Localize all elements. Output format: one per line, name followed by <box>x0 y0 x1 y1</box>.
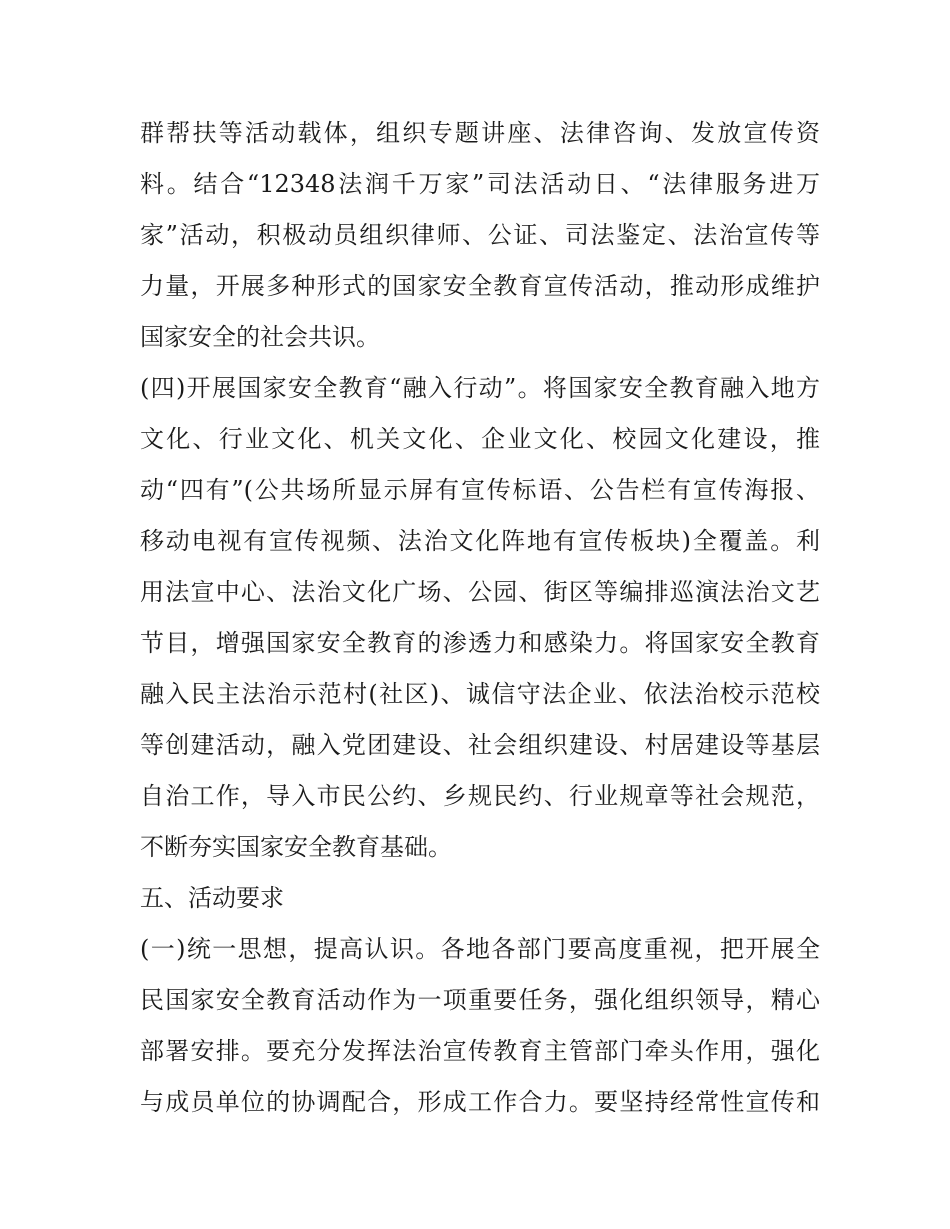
text-line: 动“四有”(公共场所显示屏有宣传标语、公告栏有宣传海报、 <box>140 476 820 504</box>
text-line: 融入民主法治示范村(社区)、诚信守法企业、依法治校示范校 <box>140 680 820 708</box>
section-heading: 五、活动要求 <box>140 884 284 912</box>
text-line: 节目，增强国家安全教育的渗透力和感染力。将国家安全教育 <box>140 629 820 657</box>
text-line: 料。结合“12348法润千万家”司法活动日、“法律服务进万 <box>140 170 820 198</box>
text-line: 不断夯实国家安全教育基础。 <box>140 833 452 861</box>
document-body <box>140 108 820 1128</box>
text-line: 移动电视有宣传视频、法治文化阵地有宣传板块)全覆盖。利 <box>140 527 820 555</box>
text-line: 群帮扶等活动载体，组织专题讲座、法律咨询、发放宣传资 <box>140 119 820 147</box>
text-line: 等创建活动，融入党团建设、社会组织建设、村居建设等基层 <box>140 731 820 759</box>
text-line: 家”活动，积极动员组织律师、公证、司法鉴定、法治宣传等 <box>140 221 820 249</box>
text-line: 文化、行业文化、机关文化、企业文化、校园文化建设，推 <box>140 425 820 453</box>
text-line: 力量，开展多种形式的国家安全教育宣传活动，推动形成维护 <box>140 272 820 300</box>
text-line: 国家安全的社会共识。 <box>140 323 380 351</box>
text-line: (四)开展国家安全教育“融入行动”。将国家安全教育融入地方 <box>140 374 820 402</box>
text-line: (一)统一思想，提高认识。各地各部门要高度重视，把开展全 <box>140 935 820 963</box>
text-line: 用法宣中心、法治文化广场、公园、街区等编排巡演法治文艺 <box>140 578 820 606</box>
text-line: 民国家安全教育活动作为一项重要任务，强化组织领导，精心 <box>140 986 820 1014</box>
text-line: 与成员单位的协调配合，形成工作合力。要坚持经常性宣传和 <box>140 1088 820 1116</box>
text-line: 自治工作，导入市民公约、乡规民约、行业规章等社会规范， <box>140 782 820 810</box>
text-line: 部署安排。要充分发挥法治宣传教育主管部门牵头作用，强化 <box>140 1037 820 1065</box>
